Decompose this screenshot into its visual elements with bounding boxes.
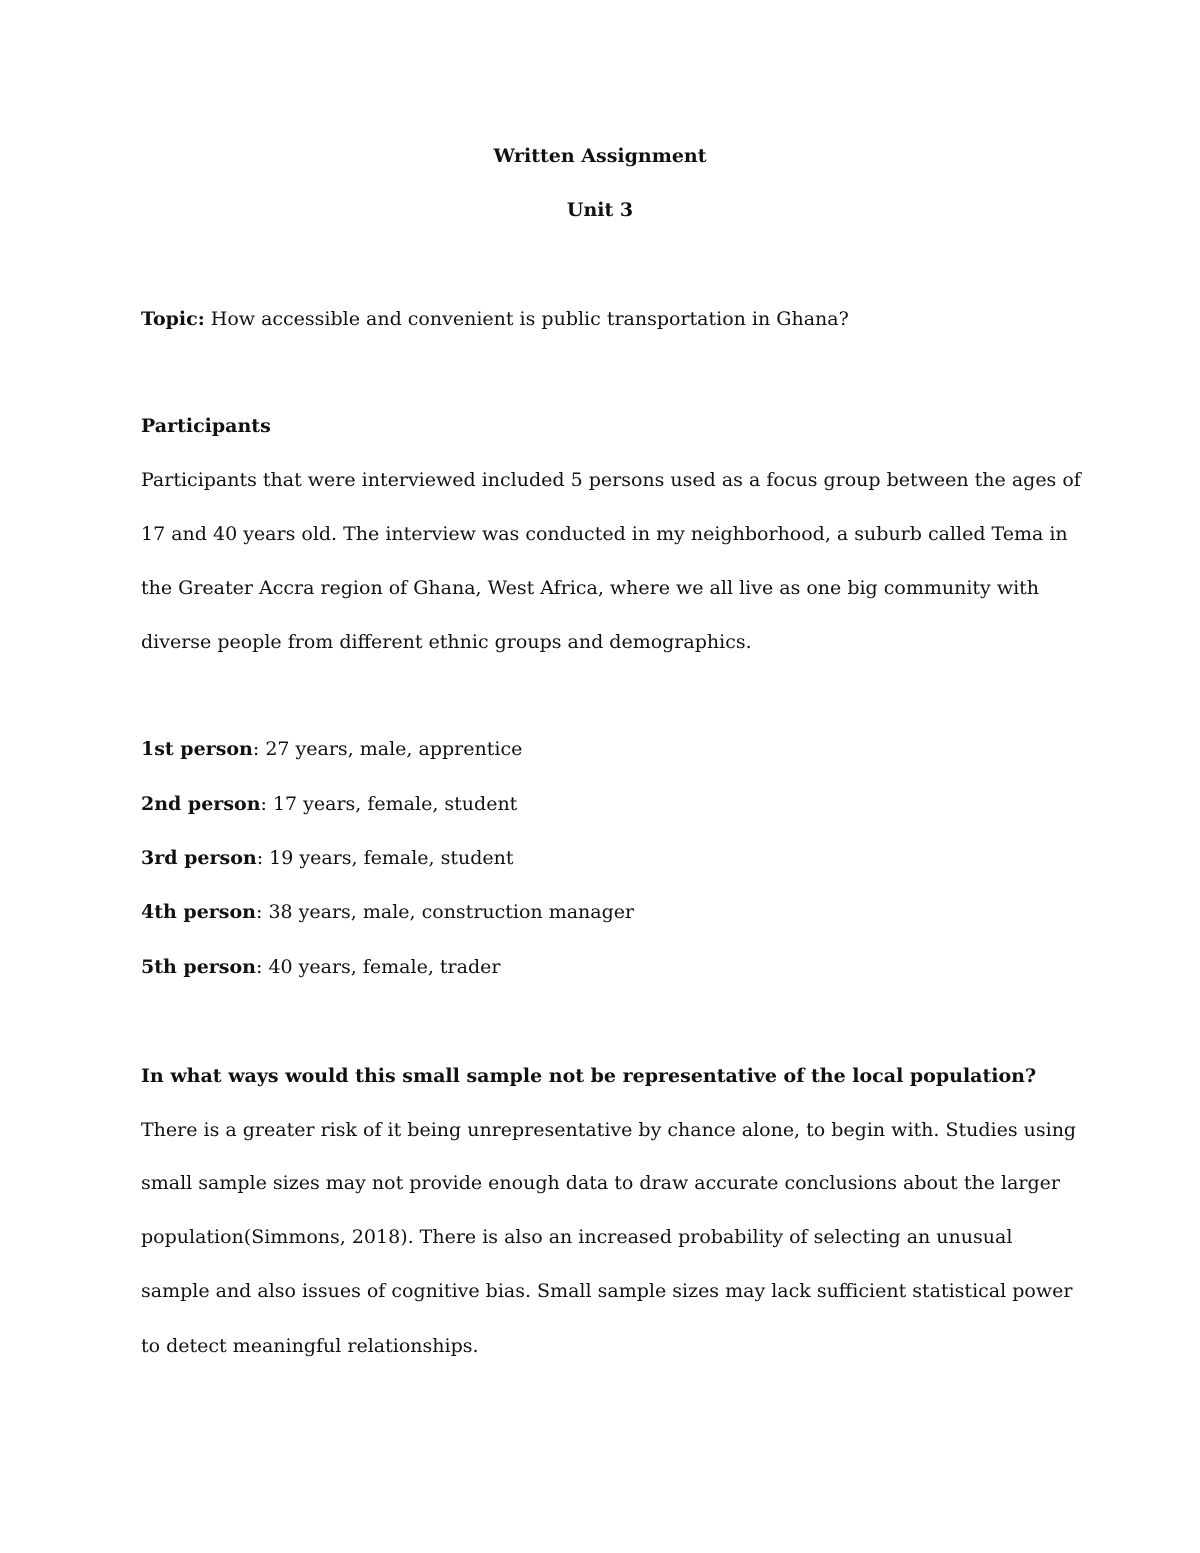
question-heading: In what ways would this small sample not be representative of the local population? — [141, 1065, 1037, 1087]
answer-paragraph-line: to detect meaningful relationships. — [141, 1335, 479, 1357]
answer-paragraph-line: small sample sizes may not provide enough data to draw accurate conclusions about the larger — [141, 1172, 1060, 1194]
topic-text: How accessible and convenient is public transportation in Ghana? — [204, 308, 849, 330]
person-entry — [141, 791, 517, 817]
person-entry — [141, 845, 514, 871]
answer-paragraph-line: There is a greater risk of it being unrepresentative by chance alone, to begin with. Studies using — [141, 1119, 1077, 1141]
person-label: 3rd person — [141, 847, 257, 869]
topic-line — [141, 306, 849, 332]
person-label: 5th person — [141, 956, 256, 978]
participants-paragraph-line: Participants that were interviewed included 5 persons used as a focus group between the ages of — [141, 469, 1081, 491]
person-details: : 17 years, female, student — [260, 793, 518, 815]
answer-paragraph-line: population(Simmons, 2018). There is also an increased probability of selecting an unusual — [141, 1226, 1013, 1248]
person-details: : 38 years, male, construction manager — [256, 901, 635, 923]
participants-paragraph-line: 17 and 40 years old. The interview was conducted in my neighborhood, a suburb called Tema in — [141, 523, 1068, 545]
person-label: 4th person — [141, 901, 256, 923]
unit-label: Unit 3 — [566, 199, 634, 221]
person-details: : 40 years, female, trader — [256, 956, 501, 978]
person-label: 1st person — [141, 738, 253, 760]
person-details: : 27 years, male, apprentice — [252, 738, 523, 760]
participants-paragraph-line: the Greater Accra region of Ghana, West Africa, where we all live as one big community with — [141, 577, 1040, 599]
participants-paragraph-line: diverse people from different ethnic groups and demographics. — [141, 631, 752, 653]
document-title: Written Assignment — [493, 145, 707, 167]
person-entry — [141, 899, 634, 925]
person-details: : 19 years, female, student — [256, 847, 514, 869]
person-label: 2nd person — [141, 793, 261, 815]
person-entry — [141, 736, 522, 762]
topic-label: Topic: — [141, 308, 205, 330]
person-entry — [141, 954, 500, 980]
participants-heading: Participants — [141, 415, 271, 437]
answer-paragraph-line: sample and also issues of cognitive bias. Small sample sizes may lack sufficient statistical power — [141, 1280, 1073, 1302]
